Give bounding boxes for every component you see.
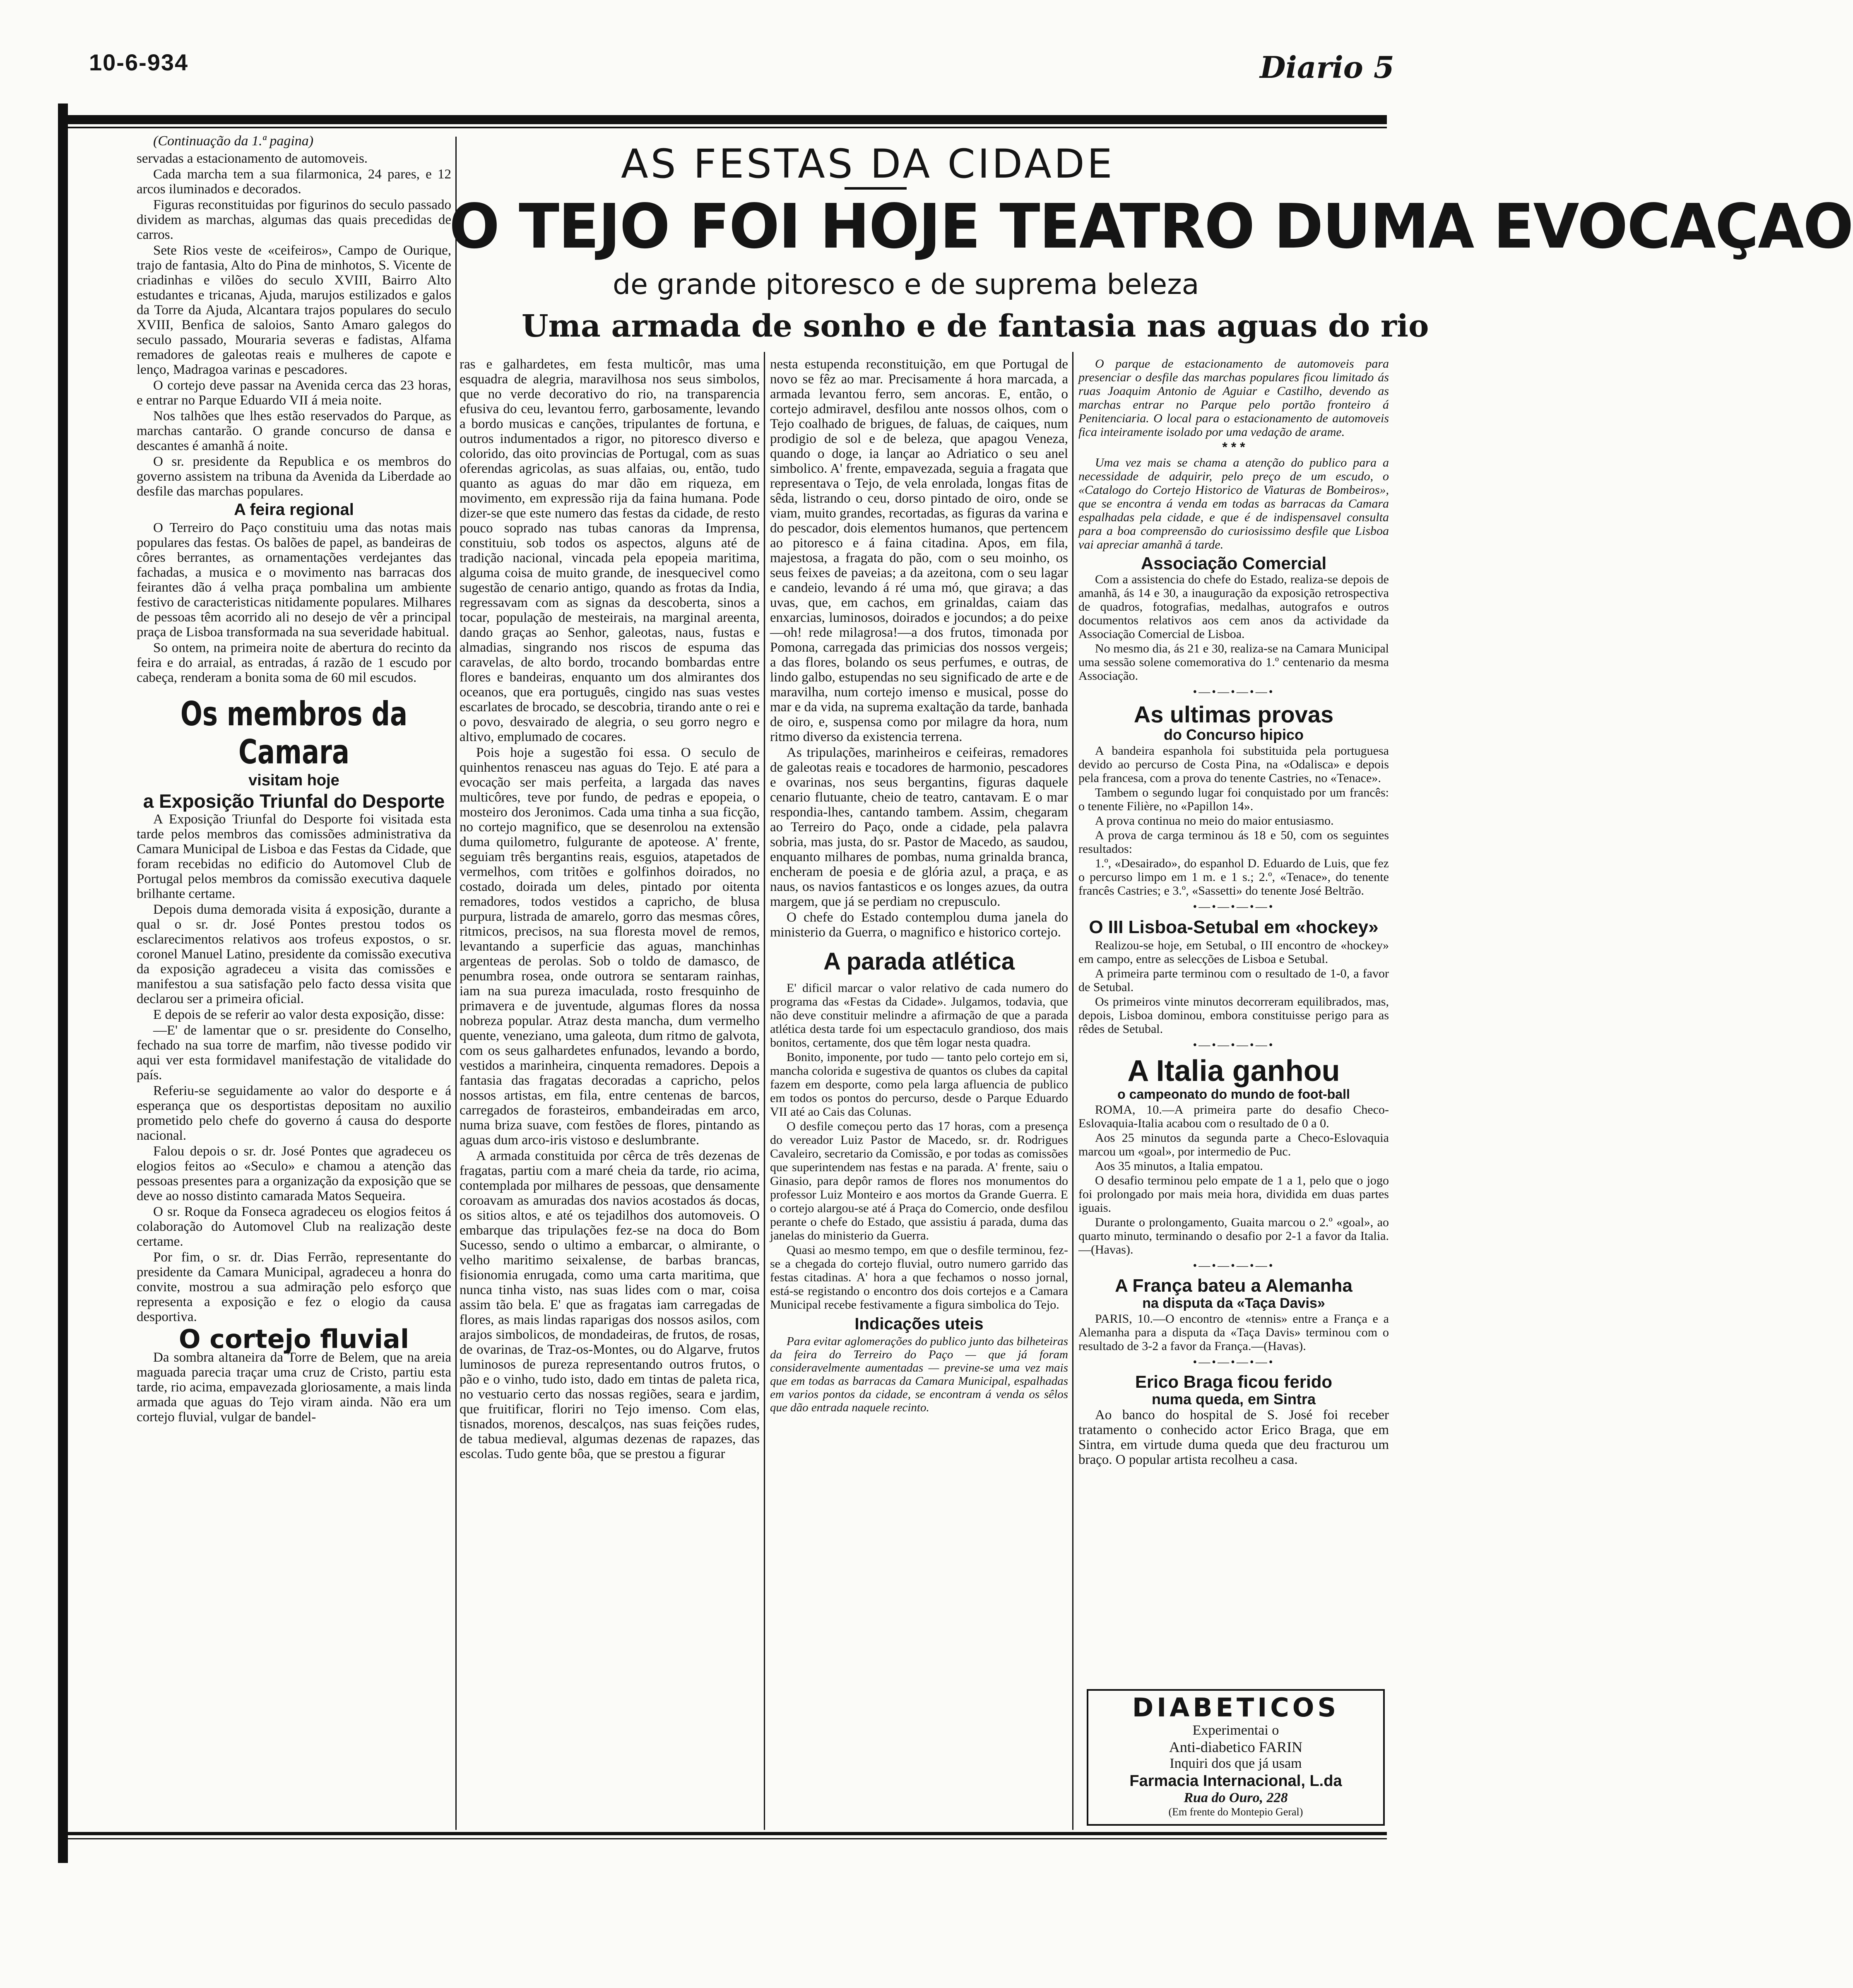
paragraph: O parque de estacionamento de automoveis para presenciar o desfile das marchas populares ficou limitado ás ruas Joaquim Antonio de Aguiar e Castilho, devendo as marchas entrar no Parque pelo portão fronteiro á Penitenciaria. O local para o estacionamento de automoveis fica inteiramente isolado por uma vedação de arame. [1078, 357, 1389, 439]
ad-pharmacy: Farmacia Internacional, L.da [1129, 1772, 1342, 1790]
parada-body [770, 981, 1068, 1312]
paragraph: A primeira parte terminou com o resultado de 1-0, a favor de Setubal. [1078, 967, 1389, 994]
paragraph: Por fim, o sr. dr. Dias Ferrão, representante do presidente da Camara Municipal, agradeceu a honra do convite, mostrou a sua admiração pelo esforço que representa a exposição e fez o elogio da causa desportiva. [137, 1250, 451, 1324]
column-rule [455, 137, 457, 1830]
stars-separator: * * * [1222, 440, 1245, 455]
membros-title: Os membros da Camara [180, 695, 408, 771]
paragraph: O chefe do Estado contemplou duma janela do ministerio da Guerra, o magnifico e historico cortejo. [770, 910, 1068, 940]
provas-subtitle: do Concurso hipico [1164, 726, 1304, 743]
franca-subtitle: na disputa da «Taça Davis» [1142, 1295, 1325, 1311]
paragraph: E' dificil marcar o valor relativo de cada numero do programa das «Festas da Cidade». Julgamos, todavia, que não deve constituir melindre a afirmação de que a parada atlética desta tarde foi um espectaculo grandioso, dos mais bonitos, certamente, dos que têm logar nesta quadra. [770, 981, 1068, 1049]
lisboa-setubal-title: O III Lisboa-Setubal em «hockey» [1089, 917, 1379, 937]
column-4 [1078, 357, 1389, 1468]
paragraph: Aos 25 minutos da segunda parte a Checo-Eslovaquia marcou um «goal», por intermedio de Puc. [1078, 1131, 1389, 1158]
parada-title: A parada atlética [823, 948, 1015, 975]
paragraph: O cortejo deve passar na Avenida cerca das 23 horas, e entrar no Parque Eduardo VII á meia noite. [137, 378, 451, 408]
ad-line: Inquiri dos que já usam [1170, 1756, 1302, 1771]
binding-strip [58, 103, 68, 1863]
paragraph: A prova continua no meio do maior entusiasmo. [1095, 814, 1334, 828]
bottom-rule-thin [58, 1838, 1387, 1839]
headline-deck: de grande pitoresco e de suprema beleza [613, 268, 1199, 301]
cortejo-title: O cortejo fluvial [178, 1324, 409, 1354]
divider: •—•—•—•—• [1193, 1356, 1275, 1369]
ad-line: Anti-diabetico FARIN [1169, 1739, 1303, 1755]
paragraph: As tripulações, marinheiros e ceifeiras, remadores de galeotas reais e tocadores de harmonio, pescadores e ovarinas, nos seus bergantins, figuras daquele cenario flutuante, cheio de teatro, cantavam. E o mar respondia-lhes, cantando tambem. Assim, chegaram ao Terreiro do Paço, onde a cidade, pela palavra sobria, mas justa, do sr. Pastor de Macedo, as saudou, enquanto milhares de pombas, numa grinalda branca, encheram de poesia e de glória azul, a praça, e as naus, os navios fantasticos e os longes azues, da outra margem, que já se perdiam no crepusculo. [770, 745, 1068, 909]
paragraph: O sr. presidente da Republica e os membros do governo assistem na tribuna da Avenida da Liberdade ao desfile das marchas populares. [137, 454, 451, 499]
paragraph: O sr. Roque da Fonseca agradeceu os elogios feitos á colaboração do Automovel Club na realização deste certame. [137, 1204, 451, 1249]
column-1 [137, 151, 451, 1425]
paragraph: So ontem, na primeira noite de abertura do recinto da feira e do arraial, as entradas, á razão de 1 escudo por cabeça, renderam a bonita soma de 60 mil escudos. [137, 640, 451, 685]
paragraph: Bonito, imponente, por tudo — tanto pelo cortejo em si, mancha colorida e sugestiva de quantos os clubes da capital fazem em desporte, como pela larga afluencia de publico em todos os pontos do percurso, desde o Parque Eduardo VII até ao Cais das Colunas. [770, 1050, 1068, 1119]
paragraph: Para evitar aglomerações do publico junto das bilheteiras da feira do Terreiro do Paço — que já foram consideravelmente aumentadas — previne-se uma vez mais que em todas as barracas da Camara Municipal, espalhadas em varios pontos da cidade, se encontram á venda os sêlos que dão entrada naquele recinto. [770, 1335, 1068, 1414]
paragraph: Sete Rios veste de «ceifeiros», Campo de Ourique, trajo de fantasia, Alto do Pina de minhotos, S. Vicente de criadinhas e vilões do seculo XVIII, Bairro Alto estudantes e tricanas, Ajuda, marujos estilizados e galos da Torre da Ajuda, Alcantara trajos populares do seculo XVIII, Benfica de saloios, Santo Amaro galegos do seculo passado, Mouraria severas e fadistas, Alfama remadores de galeotas reais e mulheres de capote e lenço, Madragoa varinas e pescadores. [137, 243, 451, 377]
paragraph: Falou depois o sr. dr. José Pontes que agradeceu os elogios feitos ao «Seculo» e chamou a atenção das pessoas presentes para a organização da exposição que se deve ao nosso distinto camarada Matos Sequeira. [137, 1144, 451, 1203]
paragraph: A Exposição Triunfal do Desporte foi visitada esta tarde pelos membros das comissões administrativa da Camara Municipal de Lisboa e das Festas da Cidade, que foram recebidas no edificio do Automovel Club de Portugal pelos membros da comissão executiva daquele brilhante certame. [137, 812, 451, 901]
paragraph: Da sombra altaneira da Torre de Belem, que na areia maguada parecia traçar uma cruz de Cristo, partiu esta tarde, rio acima, empavezada gloriosamente, a mais linda armada que aguas do Tejo viram ainda. Não era um cortejo fluvial, vulgar de bandel- [137, 1350, 451, 1425]
masthead-rule [58, 115, 1387, 124]
membros-subtitle: visitam hoje [248, 772, 339, 789]
paragraph: Aos 35 minutos, a Italia empatou. [1095, 1159, 1263, 1173]
paragraph: Realizou-se hoje, em Setubal, o III encontro de «hockey» em campo, entre as selecções de Lisboa e Setubal. [1078, 939, 1389, 966]
italia-title: A Italia ganhou [1127, 1054, 1340, 1088]
paragraph: 1.º, «Desairado», do espanhol D. Eduardo de Luis, que fez o percurso limpo em 1 m. e 1 s.; 2.º, «Tenace», do tenente francês Castries; e 3.º, «Sassetti» do tenente José Beltrão. [1078, 857, 1389, 898]
paragraph: —E' de lamentar que o sr. presidente do Conselho, fechado na sua torre de marfim, não tivesse podido vir aqui ver esta formidavel manifestação de vitalidade do país. [137, 1023, 451, 1083]
paragraph: A armada constituida por cêrca de três dezenas de fragatas, partiu com a maré cheia da tarde, rio acima, contemplada por milhares de pessoas, que densamente coroavam as amuradas dos navios acostados ás docas, os sitios altos, e até os tejadilhos dos automoveis. O embarque das tripulações fez-se na doca do Bom Sucesso, sendo o ultimo a embarcar, o almirante, o velho maritimo seixalense, de barbas brancas, fisionomia enrugada, como uma carta maritima, que nunca tinha visto, nas suas lides com o mar, coisa assim tão bela. E' que as fragatas iam carregadas de flores, as mais lindas raparigas dos nossos asilos, com arajos simbolicos, de mondadeiras, de frutos, de rosas, de ovarinas, de Traz-os-Montes, ou do Algarve, frutos luminosos de pureza representando outros frutos, o pão e o vinho, tudo isto, dado em tintas de paleta rica, no vestuario certo das nossas regiões, seara e jardim, que fruitificar, floriri no Tejo imenso. Com elas, tisnados, morenos, descalços, nas suas feições rudes, de tabua medieval, algumas dezenas de rapazes, das escolas. Tudo gente bôa, que se prestou a figurar [460, 1148, 760, 1461]
italia-subtitle: o campeonato do mundo de foot-ball [1117, 1087, 1350, 1102]
paragraph: O desfile começou perto das 17 horas, com a presença do vereador Luiz Pastor de Macedo, sr. dr. Rodrigues Cavaleiro, secretario da Comissão, e por todas as comissões que superintendem nas festas e na parada. A' frente, saiu o Ginasio, para depôr ramos de flores nos monumentos do professor Luiz Monteiro e aos mortos da Grande Guerra. E o cortejo alargou-se até á Praça do Comercio, onde desfilou perante o chefe do Estado, que assistiu á parada, duma das janelas do ministerio da Guerra. [770, 1119, 1068, 1242]
erico-title: Erico Braga ficou ferido [1135, 1372, 1333, 1391]
column-3 [770, 357, 1068, 1415]
paragraph: ras e galhardetes, em festa multicôr, mas uma esquadra de alegria, maravilhosa nos seus simbolos, que no verde decorativo do rio, na transparencia efusiva do ceu, levantou ferro, garbosamente, levando a bordo musicas e canções, tripulantes de fortuna, e outros indumentados a rigor, no pitoresco diverso e colorido, das oito provincias de Portugal, com as suas oferendas agricolas, as suas alfaias, ou, então, tudo quanto as aguas do mar dão em riqueza, em movimento, em expressão rija da faina humana. Pode dizer-se que este numero das festas da cidade, de resto pouco soprado nas tubas canoras da Imprensa, constituiu, sob todos os aspectos, alguns até de tradição nacional, vincada pela epopeia maritima, alguma coisa de muito grande, de inesquecivel como sugestão de cenario antigo, quando as frotas da India, regressavam com as signas da descoberta, sinos a tocar, população de mesteirais, na marginal areenta, dando graças ao Senhor, galeotas, naus, fustas e almadias, singrando nos riscos de espuma das caravelas, de alto bordo, trocando bombardas entre flores e bandeiras, enquanto um dos almirantes dos oceanos, que era português, cingido nas suas vestes escarlates de brocado, se descobria, tirando ante o rei e o povo, desvairado de alegria, o seu gorro negro e altivo, emplumado de cocares. [460, 357, 760, 744]
feira-title: A feira regional [234, 501, 354, 519]
column-rule [764, 352, 765, 1830]
exposicao-title: a Exposição Triunfal do Desporte [143, 790, 445, 812]
paragraph: Cada marcha tem a sua filarmonica, 24 pares, e 12 arcos iluminados e decorados. [137, 167, 451, 197]
paragraph: O desafio terminou pelo empate de 1 a 1, pelo que o jogo foi prolongado por mais meia hora, dividida em duas partes iguais. [1078, 1174, 1389, 1215]
paragraph: Os primeiros vinte minutos decorreram equilibrados, mas, depois, Lisboa dominou, embora constituisse perigo para as rêdes de Setubal. [1078, 995, 1389, 1036]
paragraph: ROMA, 10.—A primeira parte do desafio Checo-Eslovaquia-Italia acabou com o resultado de 0 a 0. [1078, 1103, 1389, 1130]
divider: •—•—•—•—• [1193, 686, 1275, 698]
paragraph: A bandeira espanhola foi substituida pela portuguesa devido ao percurso de Costa Pina, na «Odalisca» e depois pela francesa, com a prova do tenente Castries, no «Tenace». [1078, 744, 1389, 785]
masthead-rule-thin [58, 127, 1387, 128]
paragraph: E depois de se referir ao valor desta exposição, disse: [153, 1007, 445, 1022]
paragraph: Durante o prolongamento, Guaita marcou o 2.º «goal», ao quarto minuto, terminando o desafio por 2-1 a favor da Italia.—(Havas). [1078, 1215, 1389, 1256]
paragraph: No mesmo dia, ás 21 e 30, realiza-se na Camara Municipal uma sessão solene comemorativa do 1.º centenario da mesma Associação. [1078, 642, 1389, 683]
diabeticos-ad [1087, 1689, 1385, 1826]
franca-title: A França bateu a Alemanha [1115, 1276, 1352, 1296]
headline-sub: Uma armada de sonho e de fantasia nas aguas do rio [522, 308, 1429, 344]
divider: •—•—•—•—• [1193, 900, 1275, 913]
ad-line: Experimentai o [1192, 1723, 1279, 1738]
paragraph: Depois duma demorada visita á exposição, durante a qual o sr. dr. José Pontes prestou todos os esclarecimentos relativos aos trofeus expostos, o sr. coronel Manuel Latino, presidente da comissão executiva da exposição agradeceu a visita das comissões e manifestou a sua satisfação pelo facto dessa visita que declarou ser a primeira oficial. [137, 902, 451, 1006]
paragraph: Tambem o segundo lugar foi conquistado por um francês: o tenente Filière, no «Papillon 14». [1078, 786, 1389, 813]
newspaper-name: Diario 5 [1260, 50, 1394, 85]
paragraph: Nos talhões que lhes estão reservados do Parque, as marchas cantarão. O grande concurso de dansa e descantes é amanhã á noite. [137, 409, 451, 453]
paragraph: A prova de carga terminou ás 18 e 50, com os seguintes resultados: [1078, 828, 1389, 856]
paragraph: Quasi ao mesmo tempo, em que o desfile terminou, fez-se a chegada do cortejo fluvial, outro numero garrido das festas citadinas. A' hora a que fechamos o nosso jornal, está-se registando o encontro dos dois cortejos e a Camara Municipal recebe festivamente a figura simbolica do Tejo. [770, 1243, 1068, 1312]
bottom-rule [58, 1832, 1387, 1835]
continuation-note: (Continuação da 1.ª pagina) [153, 133, 314, 149]
paragraph: nesta estupenda reconstituição, em que Portugal de novo se fêz ao mar. Precisamente á hora marcada, a armada levantou ferro, sem ancoras. E, então, o cortejo admiravel, desfilou ante nossos olhos, com o Tejo coalhado de brigues, de faluas, de caiques, num prodigio de sol e de beleza, que apagou Veneza, quando o doge, ia lançar ao Adriatico o seu anel simbolico. A' frente, empavezada, seguia a fragata que representava o Tejo, de vela enrolada, longas fitas de sêda, listrando o ceu, dorso pintado de oiro, onde se viam, muito grandes, recortadas, as figuras da varina e do pescador, dois elementos humanos, que pertencem ao pitoresco e á faina citadina. Apos, em fila, majestosa, a fragata do pão, com o seu moinho, os seus feixes de paveias; a da azeitona, com o seu lagar e candeio, levando á ré uma mó, que girava; a das uvas, que, em cachos, em grinaldas, caiam das enxarcias, luminosos, doirados e jocundos; a do peixe—oh! rede milagrosa!—a dos frutos, timonada por Pomona, carregada das primicias dos nossos vergeis; a das flores, bolando os seus perfumes, e outras, de lindo galbo, estupendas no seu significado de arte e de maravilha, num cortejo imenso e musical, posse do mar e da vida, na suprema exaltação da tarde, banhada de oiro, e, suspensa como por milagre da hora, num ritmo diverso da existencia terrena. [770, 357, 1068, 744]
divider: •—•—•—•—• [1193, 1039, 1275, 1052]
erico-subtitle: numa queda, em Sintra [1151, 1391, 1316, 1408]
ad-address: Rua do Ouro, 228 [1184, 1790, 1288, 1805]
headline-main: O TEJO FOI HOJE TEATRO DUMA EVOCAÇAO [449, 191, 1853, 262]
paragraph: Pois hoje a sugestão foi essa. O seculo de quinhentos renasceu nas aguas do Tejo. E até para a evocação ser mais perfeita, a largada das naves multicôres, teve por fundo, de pedras e epopeia, o mosteiro dos Jeronimos. Cada uma tinha a sua ficção, no cortejo magnifico, que se desenrolou na extensão duma quilometro, fulgurante de apoteose. A' frente, seguiam três bergantins reais, esguios, atapetados de vermelhos, com tritões e golfinhos doirados, no costado, doirada um deles, pintado por oitenta remadores, todos vestidos a capricho, de blusa purpura, listrada de amarelo, gorro das mesmas côres, ritmicos, precisos, na sua floresta movel de remos, levantando a superficie das aguas, manchinhas argenteas de perolas. Sob o toldo de damasco, de penumbra rosea, onde outrora se sentaram rainhas, iam na sua pureza imaculada, rosto fresquinho de primavera e de juventude, algumas flores da nossa nobreza popular. Atraz desta mancha, dum vermelho quente, veneziano, uma galeota, dum ritmo de galvota, com os seus galhardetes enfunados, levando a bordo, vestidos a marinheira, cinquenta remadores. Depois a fantasia das fragatas decoradas a capricho, pelos nossos artistas, em fila, entre centenas de barcos, carregados de forasteiros, embandeiradas em arco, numa briza suave, com festões de flores, pintando as aguas dum arco-iris vistoso e deslumbrante. [460, 745, 760, 1148]
paragraph: O Terreiro do Paço constituiu uma das notas mais populares das festas. Os balões de papel, as bandeiras de côres berrantes, as ornamentações verdejantes das fachadas, a musica e o movimento nas barracas dos feirantes dão á velha praça pombalina um ambiente festivo de caracteristicas nitidamente populares. Milhares de pessoas têm acorrido ali no desejo de vêr a principal praça de Lisboa transformada na sua severidade habitual. [137, 520, 451, 640]
paragraph: servadas a estacionamento de automoveis. [137, 151, 368, 166]
paragraph: PARIS, 10.—O encontro de «tennis» entre a França e a Alemanha para a disputa da «Taça Davis» terminou com o resultado de 3-2 a favor da França.—(Havas). [1078, 1312, 1389, 1353]
page-date: 10-6-934 [89, 49, 189, 75]
ad-address-note: (Em frente do Montepio Geral) [1168, 1806, 1303, 1818]
ad-title: DIABETICOS [1132, 1692, 1340, 1723]
provas-title: As ultimas provas [1133, 701, 1334, 727]
paragraph: Ao banco do hospital de S. José foi receber tratamento o conhecido actor Erico Braga, que em Sintra, em virtude duma queda que deu fracturou um braço. O popular artista recolheu a casa. [1078, 1408, 1389, 1467]
headline-kicker: AS FESTAS DA CIDADE [621, 141, 1115, 187]
column-2 [460, 357, 760, 1462]
indicacoes-title: Indicações uteis [854, 1315, 984, 1333]
paragraph: Uma vez mais se chama a atenção do publico para a necessidade de adquirir, pelo preço de um escudo, o «Catalogo do Cortejo Historico de Viaturas de Bombeiros», que se encontra á venda em todas as barracas da Camara espalhadas pela cidade, e que é de indispensavel consulta para a boa compreensão do curiosissimo desfile que Lisboa vai apreciar amanhã á tarde. [1078, 456, 1389, 551]
associacao-title: Associação Comercial [1141, 554, 1327, 573]
kicker-underline [845, 187, 907, 190]
paragraph: Referiu-se seguidamente ao valor do desporte e á esperança que os desportistas depositam no auxilio prometido pelo chefe do governo á causa do desporte nacional. [137, 1083, 451, 1143]
divider: •—•—•—•—• [1193, 1259, 1275, 1272]
paragraph: Com a assistencia do chefe do Estado, realiza-se depois de amanhã, ás 14 e 30, a inauguração da exposição retrospectiva de quadros, fotografias, medalhas, autografos e outros documentos relativos aos cem anos da actividade da Associação Comercial de Lisboa. [1078, 573, 1389, 641]
paragraph: Figuras reconstituidas por figurinos do seculo passado dividem as marchas, algumas das quais precedidas de carros. [137, 197, 451, 242]
column-rule [1072, 352, 1073, 1830]
